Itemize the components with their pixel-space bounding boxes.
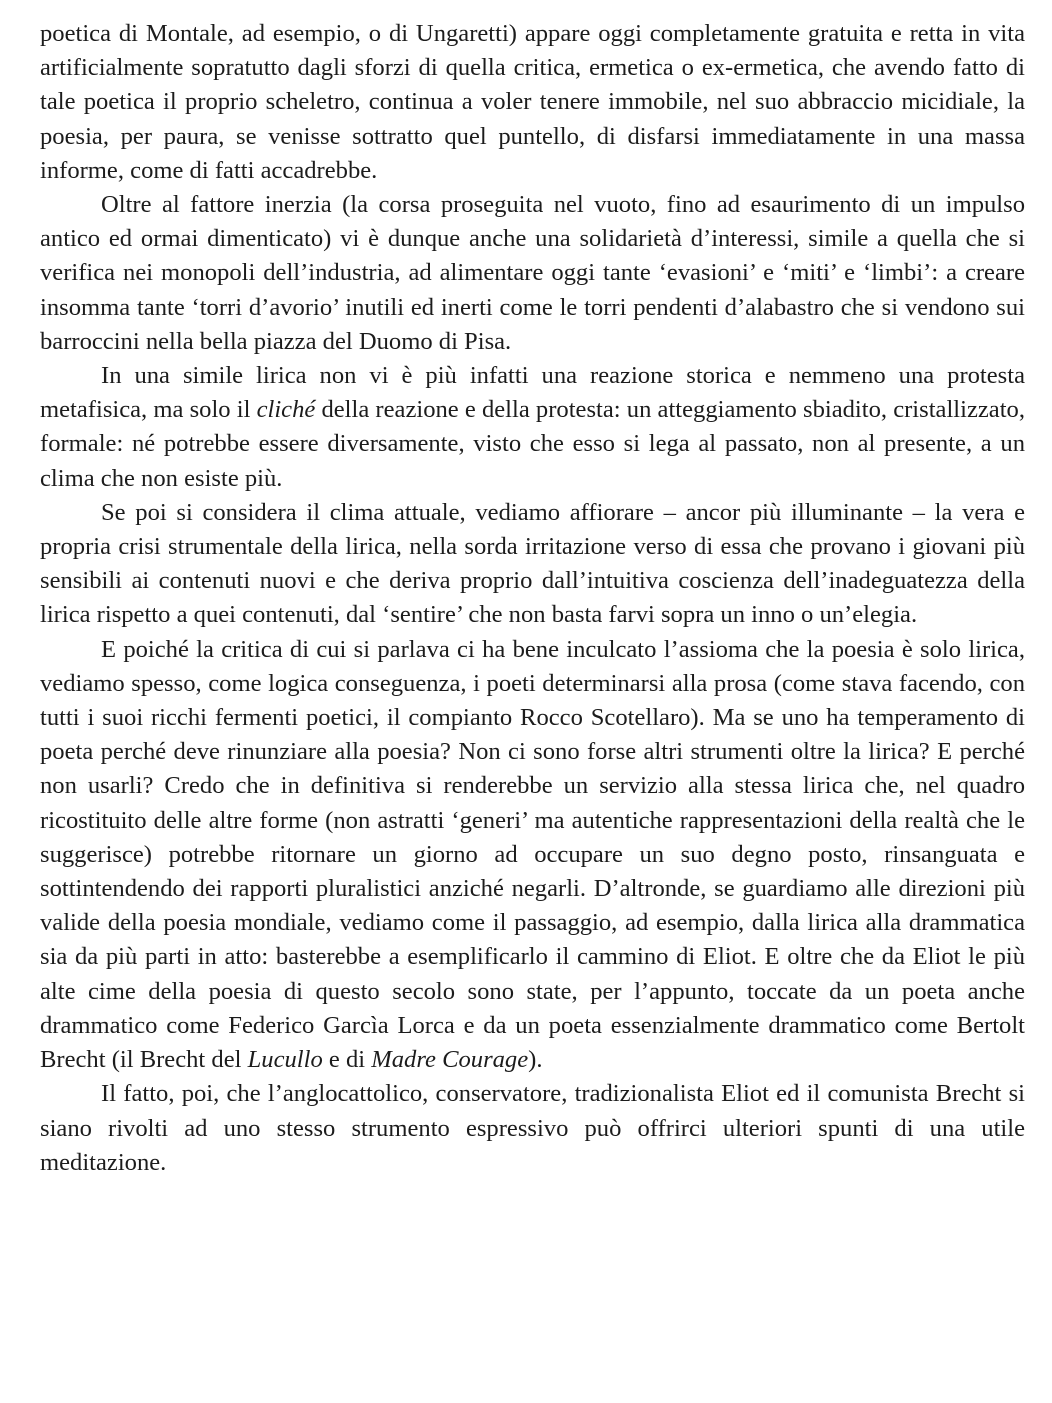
paragraph-3 xyxy=(40,359,1025,496)
paragraph-3-italic-cliche: cliché xyxy=(256,396,316,424)
paragraph-5-text-b: e di xyxy=(322,1046,372,1074)
paragraph-5-text-a: E poiché la critica di cui si parlava ci ha bene inculcato l’assioma che la poesia è solo lirica, vediamo spesso, come logica conseguenza, i poeti determinarsi alla prosa (come stava facendo, con tutti i suoi ricchi fermenti poetici, il compianto Rocco Scotellaro). Ma se uno ha temperamento di poeta perché deve rinunziare alla poesia? Non ci sono forse altri strumenti oltre la lirica? E perché non usarli? Credo che in definitiva si renderebbe un servizio alla stessa lirica che, nel quadro ricostituito delle altre forme (non astratti ‘generi’ ma autentiche rappresentazioni della realtà che le suggerisce) potrebbe ritornare un giorno ad occupare un suo degno posto, rinsanguata e sottintendendo dei rapporti pluralistici anziché negarli. D’altronde, se guardiamo alle direzioni più valide della poesia mondiale, vediamo come il passaggio, ad esempio, dalla lirica alla drammatica sia da più parti in atto: basterebbe a esemplificarlo il cammino di Eliot. E oltre che da Eliot le più alte cime della poesia di questo secolo sono state, per l’appunto, toccate da un poeta anche drammatico come Federico Garcìa Lorca e da un poeta essenzialmente drammatico come Bertolt Brecht (il Brecht del xyxy=(40,635,1025,1074)
paragraph-6-text: Il fatto, poi, che l’anglocattolico, conservatore, tradizionalista Eliot ed il comunista Brecht si siano rivolti ad uno stesso strumento espressivo può offrirci ulteriori spunti di una utile meditazione. xyxy=(40,1080,1025,1176)
paragraph-2 xyxy=(40,188,1025,359)
paragraph-4 xyxy=(40,496,1025,633)
paragraph-1-text: poetica di Montale, ad esempio, o di Ungaretti) appare oggi completamente gratuita e retta in vita artificialmente sopratutto dagli sforzi di quella critica, ermetica o ex-ermetica, che avendo fatto di tale poetica il proprio scheletro, continua a voler tenere immobile, nel suo abbraccio micidiale, la poesia, per paura, se venisse sottratto quel puntello, di disfarsi immediatamente in una massa informe, come di fatti accadrebbe. xyxy=(40,20,1025,184)
paragraph-5-italic-madre-courage: Madre Courage xyxy=(371,1046,529,1074)
paragraph-6 xyxy=(40,1077,1025,1180)
paragraph-1 xyxy=(40,17,1025,188)
paragraph-5-italic-lucullo: Lucullo xyxy=(247,1046,323,1074)
paragraph-5-text-c: ). xyxy=(528,1046,543,1074)
paragraph-3-text-b: della reazione e della protesta: un atteggiamento sbiadito, cristallizzato, formale: né potrebbe essere diversamente, visto che esso si lega al passato, non al presente, a un clima che non esiste più. xyxy=(40,396,1025,492)
paragraph-4-text: Se poi si considera il clima attuale, vediamo affiorare – ancor più illuminante – la vera e propria crisi strumentale della lirica, nella sorda irritazione verso di essa che provano i giovani più sensibili ai contenuti nuovi e che deriva proprio dall’intuitiva coscienza dell’inadeguatezza della lirica rispetto a quei contenuti, dal ‘sentire’ che non basta farvi sopra un inno o un’elegia. xyxy=(40,498,1025,629)
paragraph-3-text-a: In una simile lirica non vi è più infatti una reazione storica e nemmeno una protesta metafisica, ma solo il xyxy=(40,362,1025,424)
document-page xyxy=(40,17,1025,1180)
paragraph-5 xyxy=(40,633,1025,1078)
paragraph-2-text: Oltre al fattore inerzia (la corsa proseguita nel vuoto, fino ad esaurimento di un impulso antico ed ormai dimenticato) vi è dunque anche una solidarietà d’interessi, simile a quella che si verifica nei monopoli dell’industria, ad alimentare oggi tante ‘evasioni’ e ‘miti’ e ‘limbi’: a creare insomma tante ‘torri d’avorio’ inutili ed inerti come le torri pendenti d’alabastro che si vendono sui barroccini nella bella piazza del Duomo di Pisa. xyxy=(40,191,1025,355)
